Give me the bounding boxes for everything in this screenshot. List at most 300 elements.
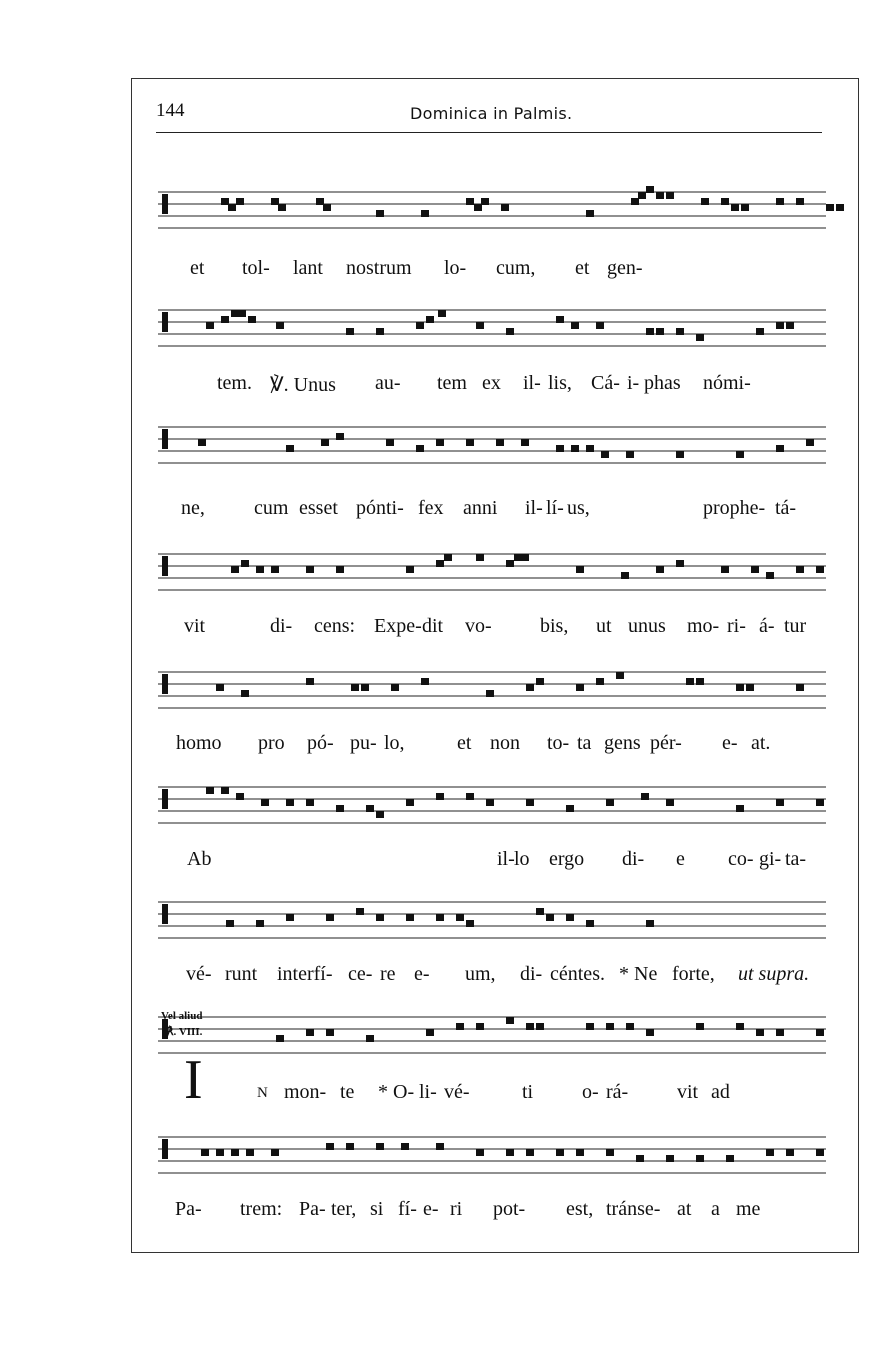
syllable: gi- [759,848,782,870]
lyrics-line [158,848,826,876]
neume [316,198,324,205]
neume [376,1143,384,1150]
neume [436,793,444,800]
neume [506,560,514,567]
neume [721,566,729,573]
syllable: vit [677,1081,699,1103]
neume [636,1155,644,1162]
neume [391,684,399,691]
syllable: ri- [727,615,746,637]
syllable: Pa- [175,1198,202,1220]
neume [616,672,624,679]
neume [686,678,694,685]
neume [521,554,529,561]
neume [638,192,646,199]
neume [306,1029,314,1036]
syllable: trem: [240,1198,283,1220]
lyrics-line [158,372,826,400]
syllable: Expe- [374,615,422,637]
syllable: tá- [775,497,797,519]
neume [816,799,824,806]
syllable: il- [497,848,515,870]
neume [356,908,364,915]
neume [231,1149,239,1156]
neume [361,684,369,691]
neume [476,1149,484,1156]
syllable: lo [514,848,530,870]
syllable: ri [450,1198,463,1220]
neume [376,914,384,921]
syllable: Pa- [299,1198,326,1220]
syllable: vo- [465,615,492,637]
neume [326,1143,334,1150]
neume [436,439,444,446]
lyrics-line [158,1198,826,1226]
syllable: unus [628,615,666,637]
neume [806,439,814,446]
neume [376,210,384,217]
neume [386,439,394,446]
chant-staff [158,1125,826,1187]
clef-icon [162,789,168,809]
neume [571,445,579,452]
neume [736,805,744,812]
neume [646,186,654,193]
chant-staff [158,890,826,952]
neume [796,198,804,205]
syllable: * Ne [619,963,658,985]
neumes [158,775,826,837]
syllable: vit [184,615,206,637]
syllable: et [575,257,590,279]
neume [526,684,534,691]
syllable: nostrum [346,257,412,279]
syllable: di- [520,963,543,985]
neume [241,690,249,697]
syllable: vé- [444,1081,470,1103]
neume [746,684,754,691]
neume [366,805,374,812]
neume [796,566,804,573]
neume [601,451,609,458]
syllable: si [370,1198,384,1220]
syllable: tem [437,372,467,394]
neume [526,1149,534,1156]
neume [406,914,414,921]
neume [221,316,229,323]
syllable: co- [728,848,754,870]
neume [226,920,234,927]
neume [221,787,229,794]
syllable: mo- [687,615,720,637]
syllable: ti [522,1081,534,1103]
syllable: ta- [785,848,807,870]
neume [236,793,244,800]
neume [776,1029,784,1036]
neume [238,310,246,317]
neume [666,192,674,199]
neume [271,1149,279,1156]
neume [766,572,774,579]
neume [514,554,522,561]
neume [426,1029,434,1036]
syllable: di- [622,848,645,870]
neume [474,204,482,211]
neume [586,210,594,217]
neume [506,328,514,335]
neume [631,198,639,205]
syllable: um, [465,963,496,985]
neume [756,1029,764,1036]
neume [776,799,784,806]
neume [406,566,414,573]
syllable: tem. [217,372,252,394]
neume [521,439,529,446]
syllable: Ab [187,848,212,870]
neume [436,1143,444,1150]
neume [571,322,579,329]
neume [336,566,344,573]
neume [256,920,264,927]
neume [436,560,444,567]
chant-staff [158,775,826,837]
header-rule [156,132,822,133]
syllable: ad [711,1081,730,1103]
syllable: pér- [650,732,682,754]
syllable: tránse- [606,1198,661,1220]
syllable: forte, [672,963,715,985]
neume [278,204,286,211]
syllable: bis, [540,615,569,637]
neume [656,192,664,199]
lyrics-line [158,963,826,991]
chant-staff [158,1005,826,1067]
rubric-mode: ℟. VIII. [166,1026,203,1038]
neume [536,1023,544,1030]
neume [346,1143,354,1150]
syllable: il- [525,497,543,519]
syllable: tol- [242,257,270,279]
syllable: fí- [398,1198,417,1220]
neume [566,914,574,921]
syllable: me [736,1198,761,1220]
neume [796,684,804,691]
neume [656,328,664,335]
syllable: runt [225,963,258,985]
syllable: vé- [186,963,212,985]
neume [221,198,229,205]
neume [696,1155,704,1162]
neume [466,198,474,205]
neume [486,690,494,697]
neumes [158,890,826,952]
neume [626,1023,634,1030]
neume [326,1029,334,1036]
neume [676,328,684,335]
neume [646,328,654,335]
syllable: lo, [384,732,405,754]
neume [276,322,284,329]
neume [586,920,594,927]
neumes [158,298,826,360]
syllable: e- [423,1198,439,1220]
syllable: interfí- [277,963,333,985]
neume [231,566,239,573]
clef-icon [162,1139,168,1159]
neume [736,451,744,458]
neume [576,684,584,691]
syllable: fex [418,497,444,519]
syllable: anni [463,497,498,519]
neume [206,787,214,794]
neume [646,920,654,927]
syllable: ℣. Unus [270,374,336,396]
neume [306,799,314,806]
neume [726,1155,734,1162]
lyrics-line [158,732,826,760]
syllable: e- [414,963,430,985]
neume [621,572,629,579]
syllable: il- [523,372,541,394]
neume [766,1149,774,1156]
syllable: ex [482,372,501,394]
syllable: lo- [444,257,467,279]
syllable: at [677,1198,692,1220]
neume [376,328,384,335]
neume [646,1029,654,1036]
syllable: lí- [546,497,564,519]
neume [816,566,824,573]
syllable: et [190,257,205,279]
neumes [158,415,826,477]
syllable: prophe- [703,497,766,519]
neume [326,914,334,921]
neume [456,1023,464,1030]
syllable: at. [751,732,771,754]
neume [276,1035,284,1042]
syllable: ta [577,732,592,754]
neume [216,1149,224,1156]
neume [256,566,264,573]
syllable: re [380,963,396,985]
neume [366,1035,374,1042]
neume [306,678,314,685]
neume [556,445,564,452]
neume [666,1155,674,1162]
neume [816,1149,824,1156]
syllable: céntes. [550,963,605,985]
neume [776,198,784,205]
neume [228,204,236,211]
syllable: pu- [350,732,377,754]
neume [586,1023,594,1030]
neume [826,204,834,211]
neume [736,1023,744,1030]
neume [666,799,674,806]
neume [444,554,452,561]
neume [501,204,509,211]
syllable: esset [299,497,338,519]
neume [536,908,544,915]
syllable: ergo [549,848,585,870]
lyrics-line [158,1081,826,1109]
neume [416,322,424,329]
neume [606,1149,614,1156]
initial-letter: I [184,1049,203,1111]
neume [526,1023,534,1030]
neume [346,328,354,335]
neume [241,560,249,567]
neume [731,204,739,211]
neume [336,433,344,440]
syllable: di- [270,615,293,637]
neume [401,1143,409,1150]
clef-icon [162,556,168,576]
neume [506,1149,514,1156]
syllable: ce- [348,963,373,985]
neume [576,566,584,573]
neume [466,793,474,800]
syllable: te [340,1081,355,1103]
neumes [158,180,826,242]
syllable: o- [582,1081,599,1103]
neume [626,451,634,458]
neumes [158,1125,826,1187]
neume [641,793,649,800]
neume [376,811,384,818]
syllable: pónti- [356,497,404,519]
neume [286,445,294,452]
syllable: us, [567,497,590,519]
syllable: i- [627,372,640,394]
clef-icon [162,429,168,449]
neume [198,439,206,446]
neume [576,1149,584,1156]
syllable: gen- [607,257,643,279]
neume [741,204,749,211]
neume [321,439,329,446]
neume [696,1023,704,1030]
syllable: lis, [548,372,572,394]
neume [506,1017,514,1024]
neume [336,805,344,812]
syllable: est, [566,1198,594,1220]
neume [466,920,474,927]
neume [248,316,256,323]
neume [416,445,424,452]
neume [606,799,614,806]
neume [556,1149,564,1156]
syllable: N [257,1085,268,1101]
neume [556,316,564,323]
syllable: phas [644,372,681,394]
neume [456,914,464,921]
neume [756,328,764,335]
syllable: au- [375,372,401,394]
syllable: et [457,732,472,754]
neume [676,560,684,567]
chant-staff [158,542,826,604]
syllable: homo [176,732,222,754]
neume [271,566,279,573]
syllable: pó- [307,732,334,754]
syllable: e [676,848,685,870]
neume [776,445,784,452]
clef-icon [162,674,168,694]
neume [836,204,844,211]
syllable: ter, [331,1198,357,1220]
syllable: to- [547,732,570,754]
neume [676,451,684,458]
neumes [158,542,826,604]
syllable: lant [293,257,323,279]
neume [476,1023,484,1030]
clef-icon [162,194,168,214]
syllable: ne, [181,497,205,519]
neume [426,316,434,323]
syllable: cum [254,497,289,519]
neume [481,198,489,205]
chant-staff [158,180,826,242]
neume [736,684,744,691]
chant-staff [158,660,826,722]
neume [421,210,429,217]
neume [201,1149,209,1156]
neume [351,684,359,691]
syllable: rá- [606,1081,629,1103]
neume [436,914,444,921]
neumes [158,660,826,722]
neume [261,799,269,806]
neume [323,204,331,211]
lyrics-line [158,497,826,525]
syllable: mon- [284,1081,327,1103]
neume [566,805,574,812]
syllable: cum, [496,257,536,279]
page-number: 144 [156,100,185,121]
neume [246,1149,254,1156]
neume [586,445,594,452]
neume [596,322,604,329]
neume [476,322,484,329]
syllable: á- [759,615,775,637]
neume [406,799,414,806]
syllable: li- [419,1081,437,1103]
clef-icon [162,904,168,924]
syllable: nómi- [703,372,751,394]
syllable: * O- [378,1081,415,1103]
neume [438,310,446,317]
neume [526,799,534,806]
neume [206,322,214,329]
neume [231,310,239,317]
neume [476,554,484,561]
syllable: gens [604,732,641,754]
neume [606,1023,614,1030]
chant-staff [158,298,826,360]
syllable: dit [422,615,444,637]
neume [496,439,504,446]
neume [721,198,729,205]
syllable: e- [722,732,738,754]
neume [701,198,709,205]
rubric-label: Vel aliud [161,1010,203,1022]
syllable: tur [784,615,807,637]
clef-icon [162,312,168,332]
neume [546,914,554,921]
syllable: non [490,732,520,754]
running-title: Dominica in Palmis. [410,104,573,123]
